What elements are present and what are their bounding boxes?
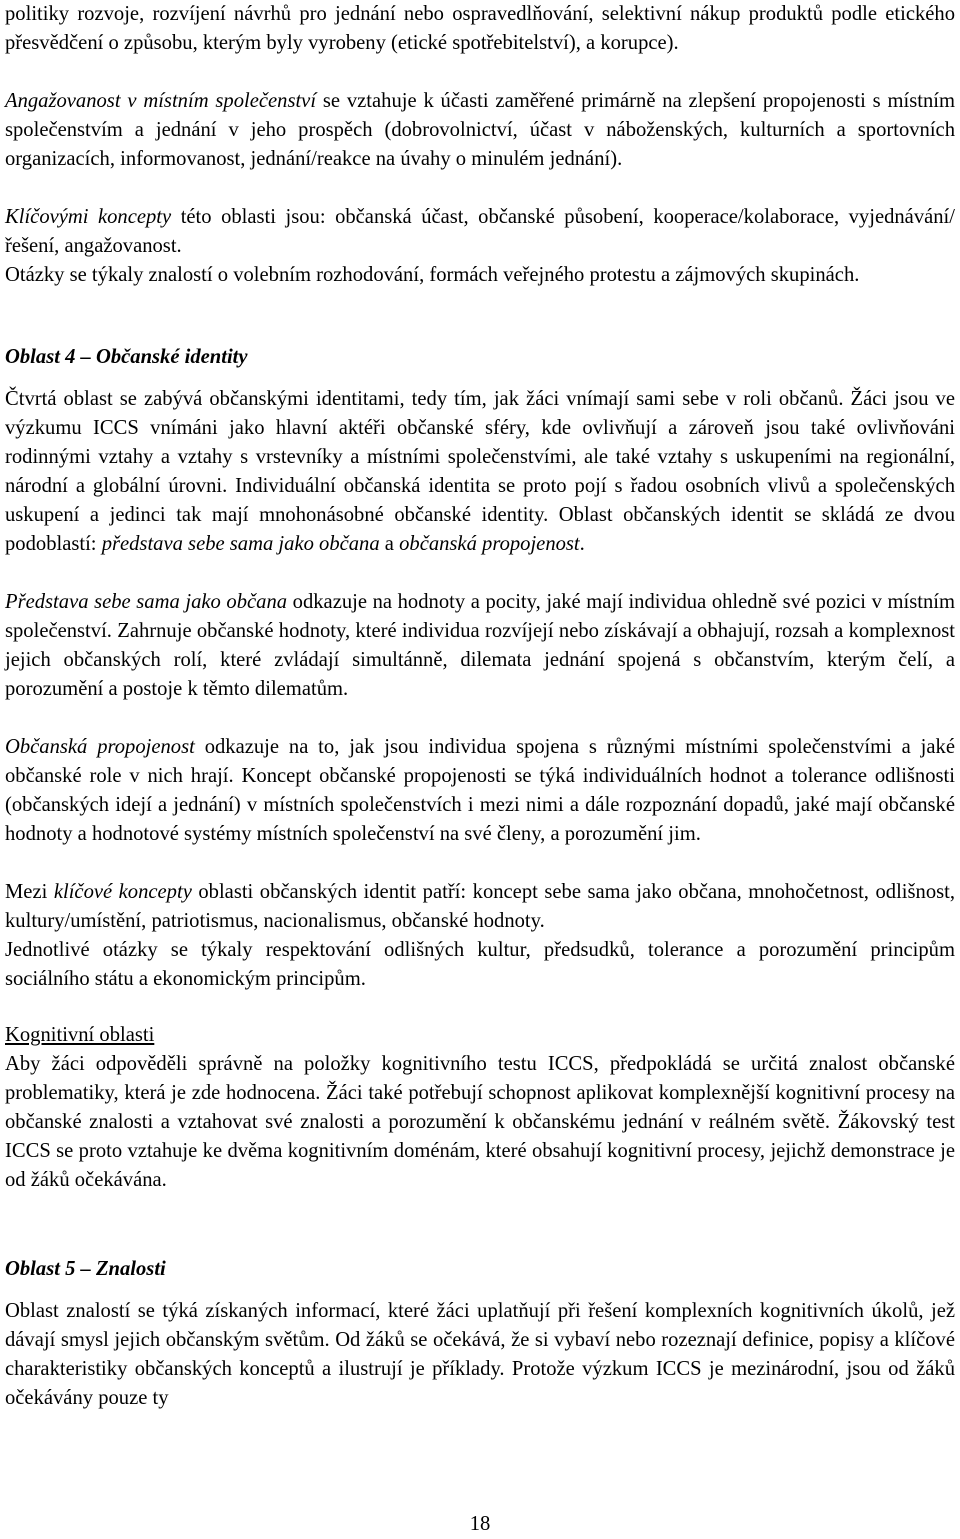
paragraph-text: Čtvrtá oblast se zabývá občanskými identitami, tedy tím, jak žáci vnímají sami sebe v roli občanů. Žáci jsou ve výzkumu ICCS vnímáni jako hlavní aktéři občanské sféry, kde ovlivňují a zároveň jsou také ovlivňováni rodinnými vztahy a vztahy s vrstevníky a místními společenstvími, ale také vztahy s uskupeními na regionální, národní a globální úrovni. Individuální občanská identita se proto pojí s řadou osobních vlivů a společenských uskupení a jedinci tak mají mnohonásobné občanské identity. Oblast občanských identit se skládá ze dvou podoblastí:: [5, 388, 955, 555]
paragraph-aby-zaci: [5, 1050, 955, 1195]
section-heading-oblast-4: [5, 343, 248, 372]
paragraph-text: Oblast znalostí se týká získaných informací, které žáci uplatňují při řešení komplexních kognitivních úkolů, jež dávají smysl jejich občanským světům. Od žáků se očekává, že si vybaví nebo rozeznají definice, popisy a klíčové charakteristiky občanských konceptů a ilustrují je příklady. Protože výzkum ICCS je mezinárodní, jsou od žáků očekávány pouze ty: [5, 1300, 955, 1409]
paragraph-predstava: [5, 588, 955, 704]
paragraph-key-concepts-4: [5, 878, 955, 936]
term-angazovanost: Angažovanost v místním společenství: [5, 90, 317, 112]
paragraph-questions-4: [5, 936, 955, 994]
paragraph-text: odkazuje na to, jak jsou individua spojena s různými místními společenstvími a jaké občanské role v nich hrají. Koncept občanské propojenosti se týká individuálních hodnot a tolerance odlišnosti (občanských idejí a jednání) v místních společenstvích i mezi nimi a dále rozpoznání dopadů, jaké mají občanské hodnoty a hodnotové systémy místních společenství na své členy, a porozumění jim.: [5, 736, 955, 845]
paragraph-text: Otázky se týkaly znalostí o volebním rozhodování, formách veřejného protestu a zájmových skupinách.: [5, 264, 860, 286]
paragraph-text: a: [379, 533, 400, 555]
heading-text: Oblast 4 – Občanské identity: [5, 346, 248, 368]
paragraph-oblast-znalosti: [5, 1297, 955, 1413]
term-predstava: představa sebe sama jako občana: [101, 533, 380, 555]
paragraph-key-concepts-3: [5, 203, 955, 261]
section-heading-oblast-5: [5, 1255, 166, 1284]
paragraph-ctvrta-oblast: [5, 385, 955, 559]
paragraph-propojenost: [5, 733, 955, 849]
paragraph-text: Mezi: [5, 881, 54, 903]
paragraph-text: odkazuje na hodnoty a pocity, jaké mají individua ohledně své pozici v místním společenství. Zahrnuje občanské hodnoty, které individua rozvíjejí nebo získávají a obhajují, rozsah a komplexnost jejich občanských rolí, které zvládají simultánně, dilemata jednání spojená s občanstvím, kterým čelí, a porozumění a postoje k těmto dilematům.: [5, 591, 956, 700]
paragraph-text: Aby žáci odpověděli správně na položky kognitivního testu ICCS, předpokládá se určitá znalost občanské problematiky, která je zde hodnocena. Žáci také potřebují schopnost aplikovat komplexnější kognitivní procesy na občanské znalosti a vztahovat své znalosti a porozumění k občanskému jednání v reálném světě. Žákovský test ICCS se proto vztahuje ke dvěma kognitivním doménám, které obsahují kognitivní procesy, jejichž demonstrace je od žáků očekávána.: [5, 1053, 955, 1191]
paragraph-text: oblasti občanských identit patří: koncept sebe sama jako občana, mnohočetnost, odlišnost, kultury/umístění, patriotismus, nacionalismus, občanské hodnoty.: [5, 881, 956, 932]
term-propojenost: občanská propojenost: [399, 533, 580, 555]
paragraph-text: Jednotlivé otázky se týkaly respektování odlišných kultur, předsudků, tolerance a porozumění principům sociálního státu a ekonomickým principům.: [5, 939, 955, 990]
paragraph-text: se vztahuje k účasti zaměřené primárně na zlepšení propojenosti s místním společenstvím a jednání v jeho prospěch (dobrovolnictví, účast v náboženských, kulturních a sportovních organizacích, informovanost, jednání/reakce na úvahy o minulém jednání).: [5, 90, 955, 170]
term-key-concepts: Klíčovými koncepty: [5, 206, 172, 228]
paragraph-text: této oblasti jsou: občanská účast, občanské působení, kooperace/kolaborace, vyjednávání/řešení, angažovanost.: [5, 206, 955, 257]
paragraph-text: .: [579, 533, 585, 555]
paragraph-text: politiky rozvoje, rozvíjení návrhů pro jednání nebo ospravedlňování, selektivní nákup produktů podle etického přesvědčení o způsobu, kterým byly vyrobeny (etické spotřebitelství), a korupce).: [5, 3, 955, 54]
heading-text: Oblast 5 – Znalosti: [5, 1258, 166, 1280]
section-heading-kognitivni: [5, 1021, 154, 1050]
paragraph-intro-continuation: [5, 0, 955, 58]
paragraph-questions-3: [5, 261, 955, 290]
paragraph-angazovanost: [5, 87, 955, 174]
page-number: 18: [469, 1513, 491, 1535]
term-key-concepts: klíčové koncepty: [53, 881, 192, 903]
heading-text: Kognitivní oblasti: [5, 1024, 155, 1046]
term-predstava: Představa sebe sama jako občana: [5, 591, 288, 613]
term-propojenost: Občanská propojenost: [5, 736, 195, 758]
